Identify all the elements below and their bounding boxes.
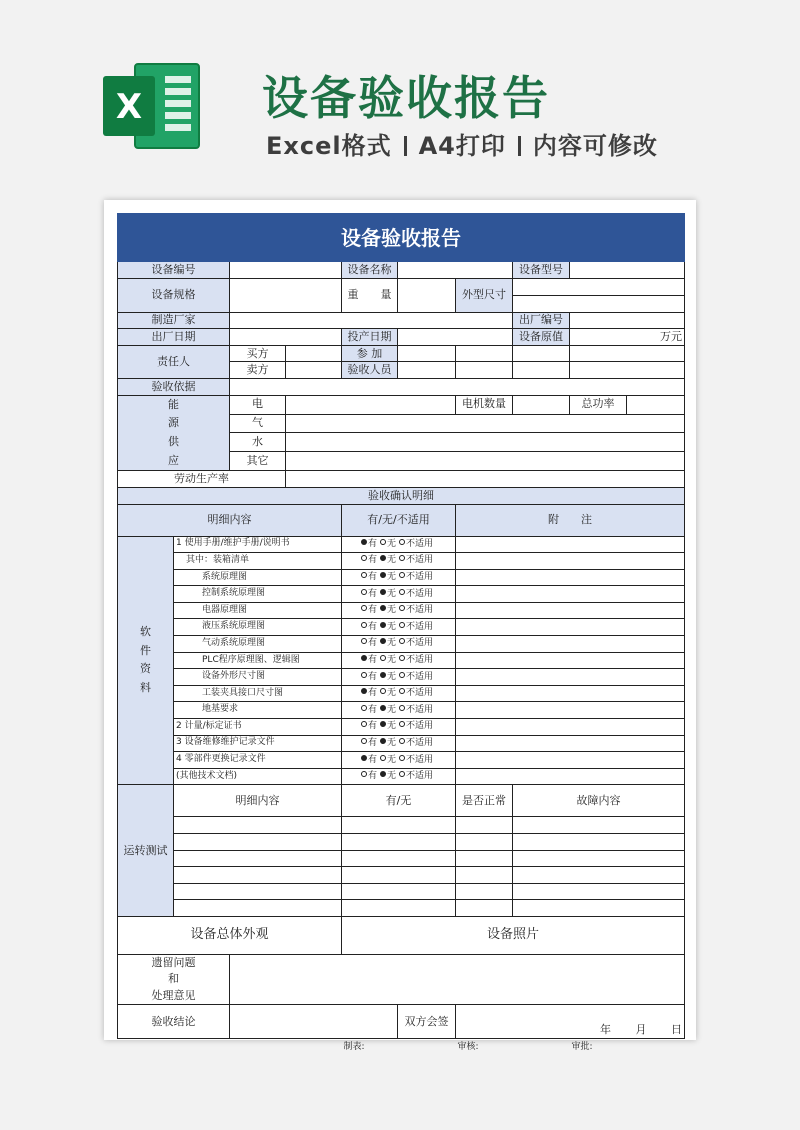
presence-options[interactable] xyxy=(342,569,456,586)
inspector-1[interactable] xyxy=(398,345,456,362)
software-item-label: 2 计量/标定证书 xyxy=(174,719,342,736)
outer-size-value-2[interactable] xyxy=(513,295,685,312)
label-conclusion: 验收结论 xyxy=(118,1005,230,1039)
label-factory-date: 出厂日期 xyxy=(118,329,230,346)
radio-option[interactable]: 无 xyxy=(380,721,396,731)
radio-unchecked-icon xyxy=(399,555,405,561)
radio-checked-icon xyxy=(380,555,386,561)
confirm-section-title: 验收确认明细 xyxy=(118,487,685,504)
label-appearance: 设备总体外观 xyxy=(118,916,342,954)
label-weight: 重 量 xyxy=(342,278,398,312)
radio-checked-icon xyxy=(361,539,367,545)
radio-option[interactable]: 不适用 xyxy=(399,605,433,615)
presence-options[interactable] xyxy=(342,735,456,752)
energy-gas: 气 xyxy=(230,414,286,433)
radio-unchecked-icon xyxy=(399,589,405,595)
run-row xyxy=(118,850,685,867)
software-item-label: (其他技术文档) xyxy=(174,768,342,785)
report-title: 设备验收报告 xyxy=(118,214,685,262)
note-cell[interactable] xyxy=(456,636,685,653)
radio-option[interactable]: 有 xyxy=(361,721,377,731)
radio-unchecked-icon xyxy=(399,688,405,694)
software-row xyxy=(118,586,685,603)
radio-option[interactable]: 无 xyxy=(380,589,396,599)
software-item-label: 1 使用手册/维护手册/说明书 xyxy=(174,536,342,553)
software-row xyxy=(118,669,685,686)
software-row xyxy=(118,652,685,669)
run-cell[interactable] xyxy=(456,900,513,917)
energy-other-value[interactable] xyxy=(286,452,685,471)
run-col-fault: 故障内容 xyxy=(513,785,685,817)
run-row xyxy=(118,883,685,900)
label-energy: 能 源 供 应 xyxy=(118,395,230,471)
radio-unchecked-icon xyxy=(361,738,367,744)
note-cell[interactable] xyxy=(456,586,685,603)
note-cell[interactable] xyxy=(456,569,685,586)
radio-option[interactable]: 无 xyxy=(380,771,396,781)
radio-option[interactable]: 不适用 xyxy=(399,705,433,715)
inspector-4[interactable] xyxy=(570,345,685,362)
label-outer-size: 外型尺寸 xyxy=(456,278,513,312)
radio-unchecked-icon xyxy=(399,638,405,644)
run-col-presence: 有/无 xyxy=(342,785,456,817)
radio-unchecked-icon xyxy=(361,705,367,711)
radio-checked-icon xyxy=(361,655,367,661)
label-device-no: 设备编号 xyxy=(118,262,230,279)
software-row xyxy=(118,685,685,702)
run-cell[interactable] xyxy=(342,867,456,884)
run-cell[interactable] xyxy=(174,850,342,867)
radio-checked-icon xyxy=(380,638,386,644)
radio-option[interactable]: 不适用 xyxy=(399,638,433,648)
run-row xyxy=(118,900,685,917)
run-cell[interactable] xyxy=(456,817,513,834)
radio-unchecked-icon xyxy=(361,622,367,628)
radio-option[interactable]: 有 xyxy=(361,655,377,665)
factory-no-value[interactable] xyxy=(570,312,685,329)
presence-options[interactable] xyxy=(342,536,456,553)
radio-option[interactable]: 不适用 xyxy=(399,589,433,599)
presence-options[interactable] xyxy=(342,602,456,619)
excel-logo-icon xyxy=(103,60,203,152)
note-cell[interactable] xyxy=(456,619,685,636)
reviewed-by: 审核: xyxy=(457,1041,479,1052)
radio-option[interactable]: 有 xyxy=(361,771,377,781)
label-participate: 参 加 xyxy=(342,345,398,362)
label-remain-issues: 遗留问题 和 处理意见 xyxy=(118,954,230,1005)
radio-option[interactable]: 有 xyxy=(361,605,377,615)
svg-text:X: X xyxy=(115,87,143,127)
radio-unchecked-icon xyxy=(380,539,386,545)
inspector-2[interactable] xyxy=(456,345,513,362)
label-device-model: 设备型号 xyxy=(513,262,570,279)
note-cell[interactable] xyxy=(456,685,685,702)
label-manufacturer: 制造厂家 xyxy=(118,312,230,329)
radio-checked-icon xyxy=(380,705,386,711)
weight-value[interactable] xyxy=(398,278,456,312)
radio-checked-icon xyxy=(361,688,367,694)
radio-option[interactable]: 无 xyxy=(380,738,396,748)
radio-unchecked-icon xyxy=(399,572,405,578)
col-detail-header: 明细内容 xyxy=(118,504,342,536)
software-row xyxy=(118,702,685,719)
radio-option[interactable]: 无 xyxy=(380,755,396,765)
seller-value[interactable] xyxy=(286,362,342,379)
report-sheet xyxy=(117,213,684,1056)
energy-gas-value[interactable] xyxy=(286,414,685,433)
run-cell[interactable] xyxy=(174,867,342,884)
radio-unchecked-icon xyxy=(361,638,367,644)
run-cell[interactable] xyxy=(342,817,456,834)
inspector-8[interactable] xyxy=(570,362,685,379)
radio-option[interactable]: 不适用 xyxy=(399,539,433,549)
software-item-label: 3 设备维修维护记录文件 xyxy=(174,735,342,752)
presence-options[interactable] xyxy=(342,652,456,669)
col-note-header: 附 注 xyxy=(456,504,685,536)
radio-unchecked-icon xyxy=(361,672,367,678)
radio-option[interactable]: 不适用 xyxy=(399,672,433,682)
note-cell[interactable] xyxy=(456,669,685,686)
outer-size-value-1[interactable] xyxy=(513,278,685,295)
radio-unchecked-icon xyxy=(399,672,405,678)
run-cell[interactable] xyxy=(342,900,456,917)
label-production-date: 投产日期 xyxy=(342,329,398,346)
inspector-5[interactable] xyxy=(398,362,456,379)
radio-option[interactable]: 不适用 xyxy=(399,572,433,582)
radio-unchecked-icon xyxy=(380,755,386,761)
banner-title: 设备验收报告 xyxy=(262,71,550,125)
note-cell[interactable] xyxy=(456,536,685,553)
software-item-label: PLC程序原理图、逻辑图 xyxy=(174,652,342,669)
radio-option[interactable]: 有 xyxy=(361,622,377,632)
currency-unit: 万元 xyxy=(570,329,685,346)
radio-option[interactable]: 有 xyxy=(361,705,377,715)
radio-checked-icon xyxy=(380,721,386,727)
report-table xyxy=(117,213,685,1056)
run-cell[interactable] xyxy=(456,883,513,900)
remain-issues-value[interactable] xyxy=(230,954,685,1005)
radio-option[interactable]: 有 xyxy=(361,738,377,748)
run-row xyxy=(118,834,685,851)
factory-date-value[interactable] xyxy=(230,329,342,346)
radio-unchecked-icon xyxy=(361,555,367,561)
presence-options[interactable] xyxy=(342,685,456,702)
label-device-spec: 设备规格 xyxy=(118,278,230,312)
software-row xyxy=(118,602,685,619)
radio-unchecked-icon xyxy=(399,721,405,727)
radio-checked-icon xyxy=(380,738,386,744)
label-buyer: 买方 xyxy=(230,345,286,362)
radio-checked-icon xyxy=(380,589,386,595)
radio-option[interactable]: 无 xyxy=(380,672,396,682)
software-row xyxy=(118,553,685,570)
presence-options[interactable] xyxy=(342,719,456,736)
label-device-name: 设备名称 xyxy=(342,262,398,279)
radio-option[interactable]: 有 xyxy=(361,755,377,765)
software-row xyxy=(118,536,685,553)
radio-unchecked-icon xyxy=(399,539,405,545)
radio-unchecked-icon xyxy=(399,755,405,761)
made-by: 制表: xyxy=(343,1041,365,1052)
radio-option[interactable]: 有 xyxy=(361,589,377,599)
software-row xyxy=(118,768,685,785)
radio-option[interactable]: 不适用 xyxy=(399,688,433,698)
radio-option[interactable]: 有 xyxy=(361,555,377,565)
run-cell[interactable] xyxy=(513,850,685,867)
run-cell[interactable] xyxy=(513,834,685,851)
radio-option[interactable]: 有 xyxy=(361,672,377,682)
radio-option[interactable]: 无 xyxy=(380,655,396,665)
device-no-value[interactable] xyxy=(230,262,342,279)
note-cell[interactable] xyxy=(456,735,685,752)
run-cell[interactable] xyxy=(342,834,456,851)
presence-options[interactable] xyxy=(342,586,456,603)
radio-option[interactable]: 无 xyxy=(380,638,396,648)
note-cell[interactable] xyxy=(456,702,685,719)
software-item-label: 控制系统原理图 xyxy=(174,586,342,603)
presence-options[interactable] xyxy=(342,702,456,719)
total-power-value[interactable] xyxy=(627,395,685,414)
radio-option[interactable]: 不适用 xyxy=(399,655,433,665)
run-cell[interactable] xyxy=(174,817,342,834)
run-row xyxy=(118,867,685,884)
presence-options[interactable] xyxy=(342,768,456,785)
radio-unchecked-icon xyxy=(361,605,367,611)
run-cell[interactable] xyxy=(342,883,456,900)
label-software: 软 件 资 料 xyxy=(118,536,174,785)
productivity-value[interactable] xyxy=(286,471,685,488)
note-cell[interactable] xyxy=(456,768,685,785)
software-item-label: 工装夹具接口尺寸图 xyxy=(174,685,342,702)
software-row xyxy=(118,619,685,636)
radio-checked-icon xyxy=(380,771,386,777)
manufacturer-value[interactable] xyxy=(230,312,513,329)
radio-option[interactable]: 不适用 xyxy=(399,755,433,765)
col-presence-header: 有/无/不适用 xyxy=(342,504,456,536)
software-row xyxy=(118,636,685,653)
radio-unchecked-icon xyxy=(380,655,386,661)
label-responsible: 责任人 xyxy=(118,345,230,378)
label-run-test: 运转测试 xyxy=(118,785,174,917)
radio-checked-icon xyxy=(380,605,386,611)
radio-option[interactable]: 无 xyxy=(380,572,396,582)
run-cell[interactable] xyxy=(456,834,513,851)
inspector-7[interactable] xyxy=(513,362,570,379)
radio-option[interactable]: 不适用 xyxy=(399,622,433,632)
presence-options[interactable] xyxy=(342,619,456,636)
label-original-value: 设备原值 xyxy=(513,329,570,346)
radio-checked-icon xyxy=(380,672,386,678)
software-item-label: 气动系统原理图 xyxy=(174,636,342,653)
approved-by: 审批: xyxy=(571,1041,593,1052)
run-cell[interactable] xyxy=(342,850,456,867)
device-spec-value[interactable] xyxy=(230,278,342,312)
energy-other: 其它 xyxy=(230,452,286,471)
radio-option[interactable]: 无 xyxy=(380,622,396,632)
energy-water: 水 xyxy=(230,433,286,452)
software-row xyxy=(118,752,685,769)
run-col-normal: 是否正常 xyxy=(456,785,513,817)
radio-unchecked-icon xyxy=(361,771,367,777)
radio-option[interactable]: 不适用 xyxy=(399,771,433,781)
motor-count-value[interactable] xyxy=(513,395,570,414)
radio-unchecked-icon xyxy=(361,721,367,727)
note-cell[interactable] xyxy=(456,553,685,570)
radio-unchecked-icon xyxy=(399,605,405,611)
radio-unchecked-icon xyxy=(380,688,386,694)
inspector-3[interactable] xyxy=(513,345,570,362)
run-cell[interactable] xyxy=(513,867,685,884)
radio-option[interactable]: 不适用 xyxy=(399,555,433,565)
label-inspectors: 验收人员 xyxy=(342,362,398,379)
software-item-label: 电器原理图 xyxy=(174,602,342,619)
software-item-label: 其中：装箱清单 xyxy=(174,553,342,570)
note-cell[interactable] xyxy=(456,602,685,619)
radio-option[interactable]: 无 xyxy=(380,688,396,698)
device-model-value[interactable] xyxy=(570,262,685,279)
energy-electric-value[interactable] xyxy=(286,395,456,414)
radio-option[interactable]: 有 xyxy=(361,539,377,549)
software-section xyxy=(118,536,685,785)
label-factory-no: 出厂编号 xyxy=(513,312,570,329)
software-item-label: 地基要求 xyxy=(174,702,342,719)
run-cell[interactable] xyxy=(513,900,685,917)
run-cell[interactable] xyxy=(174,900,342,917)
inspector-6[interactable] xyxy=(456,362,513,379)
run-cell[interactable] xyxy=(513,817,685,834)
presence-options[interactable] xyxy=(342,553,456,570)
radio-checked-icon xyxy=(380,622,386,628)
radio-checked-icon xyxy=(380,572,386,578)
radio-option[interactable]: 无 xyxy=(380,555,396,565)
label-photo: 设备照片 xyxy=(342,916,685,954)
sign-date: 年 月 日 xyxy=(456,1022,685,1039)
radio-option[interactable]: 无 xyxy=(380,705,396,715)
presence-options[interactable] xyxy=(342,669,456,686)
note-cell[interactable] xyxy=(456,652,685,669)
note-cell[interactable] xyxy=(456,752,685,769)
presence-options[interactable] xyxy=(342,752,456,769)
run-cell[interactable] xyxy=(456,850,513,867)
radio-option[interactable]: 无 xyxy=(380,539,396,549)
banner-subtitle: Excel格式 A4打印 内容可修改 xyxy=(266,132,658,160)
report-paper xyxy=(104,200,696,1052)
radio-unchecked-icon xyxy=(361,589,367,595)
software-row xyxy=(118,719,685,736)
sign-area[interactable] xyxy=(456,1005,685,1022)
label-productivity: 劳动生产率 xyxy=(118,471,286,488)
note-cell[interactable] xyxy=(456,719,685,736)
radio-unchecked-icon xyxy=(399,771,405,777)
software-item-label: 设备外形尺寸图 xyxy=(174,669,342,686)
radio-option[interactable]: 无 xyxy=(380,605,396,615)
buyer-value[interactable] xyxy=(286,345,342,362)
basis-value[interactable] xyxy=(230,378,685,395)
software-row xyxy=(118,569,685,586)
radio-unchecked-icon xyxy=(399,705,405,711)
radio-option[interactable]: 有 xyxy=(361,688,377,698)
energy-water-value[interactable] xyxy=(286,433,685,452)
conclusion-value[interactable] xyxy=(230,1005,398,1039)
run-col-detail: 明细内容 xyxy=(174,785,342,817)
run-row xyxy=(118,817,685,834)
radio-unchecked-icon xyxy=(399,738,405,744)
software-row xyxy=(118,735,685,752)
radio-option[interactable]: 有 xyxy=(361,572,377,582)
label-basis: 验收依据 xyxy=(118,378,230,395)
run-cell[interactable] xyxy=(456,867,513,884)
label-total-power: 总功率 xyxy=(570,395,627,414)
energy-electric: 电 xyxy=(230,395,286,414)
software-item-label: 系统原理图 xyxy=(174,569,342,586)
software-item-label: 液压系统原理图 xyxy=(174,619,342,636)
radio-option[interactable]: 不适用 xyxy=(399,721,433,731)
run-cell[interactable] xyxy=(513,883,685,900)
radio-option[interactable]: 不适用 xyxy=(399,738,433,748)
software-item-label: 4 零部件更换记录文件 xyxy=(174,752,342,769)
radio-unchecked-icon xyxy=(361,572,367,578)
label-seller: 卖方 xyxy=(230,362,286,379)
run-cell[interactable] xyxy=(174,883,342,900)
label-both-sign: 双方会签 xyxy=(398,1005,456,1039)
device-name-value[interactable] xyxy=(398,262,513,279)
radio-unchecked-icon xyxy=(399,622,405,628)
presence-options[interactable] xyxy=(342,636,456,653)
run-cell[interactable] xyxy=(174,834,342,851)
radio-option[interactable]: 有 xyxy=(361,638,377,648)
label-motor-count: 电机数量 xyxy=(456,395,513,414)
production-date-value[interactable] xyxy=(398,329,513,346)
radio-checked-icon xyxy=(361,755,367,761)
radio-unchecked-icon xyxy=(399,655,405,661)
